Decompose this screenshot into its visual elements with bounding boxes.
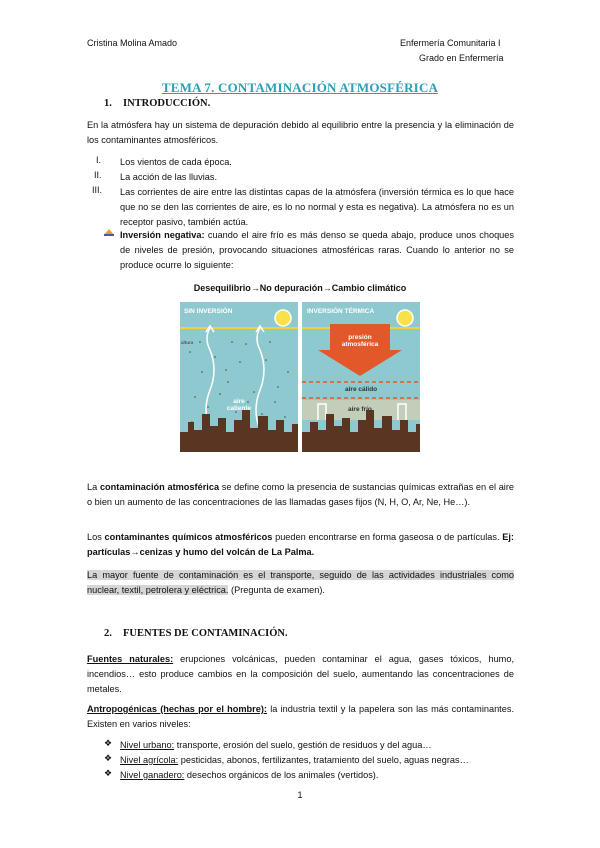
- level-label: Nivel urbano:: [120, 740, 175, 750]
- header-author: Cristina Molina Amado: [87, 38, 178, 48]
- bullet-icon: [103, 227, 115, 237]
- inversion-negativa-text: cuando el aire frío es más denso se queda abajo, produce unos choques de niveles de presión, provocando situaciones atmosféricas raras. Cuando lo anterior no se produce ocurre lo siguiente:: [120, 230, 514, 270]
- diamond-bullet-icon: ❖: [104, 753, 113, 763]
- figure-label-aire-calido: aire cálido: [345, 386, 378, 393]
- page-number: 1: [297, 790, 303, 800]
- figure-label-altura: altura: [181, 340, 194, 345]
- chain-caption: Desequilibrio→No depuración→Cambio climático: [193, 283, 407, 293]
- exam-highlight: La mayor fuente de contaminación es el transporte, seguido de las actividades industriales como nuclear, textil, petrolera y eléctrica.: [87, 570, 514, 595]
- figure-label-aire-frio: aire frío: [348, 406, 372, 413]
- list-item: Las corrientes de aire entre las distintas capas de la atmósfera (inversión térmica es lo que hace que no se den las corrientes de aire, es lo no normal y esta es negativa). La atmósfera no es un receptor pasivo, también actúa.: [120, 187, 514, 227]
- level-label: Nivel agrícola:: [120, 755, 179, 765]
- exam-paragraph: [87, 568, 514, 598]
- chemical-paragraph: [87, 530, 514, 560]
- list-num: II.: [94, 170, 102, 180]
- definition-text: se define como la presencia de sustancias químicas extrañas en el aire o bien un aumento de las concentraciones de las llamadas gases fijos (N, H, O, Ar, Ne, He…).: [87, 482, 515, 507]
- figure-label-presion: presión atmosférica: [341, 334, 379, 348]
- section2-number: 2.: [104, 628, 112, 639]
- level-text: desechos orgánicos de los animales (vertidos).: [184, 770, 379, 780]
- chemical-term: contaminantes químicos atmosféricos: [104, 532, 273, 542]
- chemical-pre: Los: [87, 532, 105, 542]
- level-item: [120, 738, 514, 753]
- level-text: transporte, erosión del suelo, gestión de residuos y del agua…: [174, 740, 432, 750]
- diamond-bullet-icon: ❖: [104, 768, 113, 778]
- inversion-negativa-label: Inversión negativa:: [120, 230, 205, 240]
- definition-paragraph: [87, 480, 514, 510]
- natural-sources-label: Fuentes naturales:: [87, 654, 174, 664]
- list-num: III.: [92, 185, 103, 195]
- level-label: Nivel ganadero:: [120, 770, 185, 780]
- figure-label-aire-caliente: aire caliente: [226, 398, 252, 412]
- definition-pre: La: [87, 482, 100, 492]
- page-title: TEMA 7. CONTAMINACIÓN ATMOSFÉRICA: [161, 80, 439, 95]
- anthropogenic-label: Antropogénicas (hechas por el hombre):: [87, 704, 267, 714]
- chemical-example: Ej: partículas→cenizas y humo del volcán de La Palma.: [87, 532, 514, 557]
- anthropogenic-text: la industria textil y la papelera son las más contaminantes. Existen en varios niveles:: [87, 704, 514, 729]
- figure-label-sin-inversion: SIN INVERSIÓN: [184, 308, 233, 315]
- list-item: La acción de las lluvias.: [120, 172, 218, 182]
- definition-term: contaminación atmosférica: [99, 482, 220, 492]
- section2-heading: FUENTES DE CONTAMINACIÓN.: [123, 628, 288, 639]
- level-text: pesticidas, abonos, fertilizantes, tratamiento del suelo, aguas negras…: [178, 755, 469, 765]
- inversion-negativa-paragraph: [120, 228, 514, 273]
- header-course: Enfermería Comunitaria I: [400, 38, 501, 48]
- level-item: [120, 753, 514, 768]
- level-item: [120, 768, 514, 783]
- list-item: Los vientos de cada época.: [120, 157, 232, 167]
- section1-heading: INTRODUCCIÓN.: [123, 98, 211, 109]
- natural-sources-paragraph: [87, 652, 514, 697]
- section1-number: 1.: [104, 98, 112, 109]
- header-degree: Grado en Enfermería: [419, 53, 504, 63]
- diamond-bullet-icon: ❖: [104, 738, 113, 748]
- exam-note: (Pregunta de examen).: [228, 585, 325, 595]
- figure-label-inversion-termica: INVERSIÓN TÉRMICA: [307, 308, 375, 315]
- list-num: I.: [96, 155, 102, 165]
- natural-sources-text: erupciones volcánicas, pueden contaminar el agua, gases tóxicos, humo, incendios… esto produce cambios en la composición del suelo, aumentando las concentraciones de metales.: [87, 654, 514, 694]
- intro-paragraph: En la atmósfera hay un sistema de depuración debido al equilibrio entre la presencia y la eliminación de los contaminantes atmosféricos.: [87, 120, 514, 145]
- anthropogenic-paragraph: [87, 702, 514, 732]
- inversion-figure: [180, 302, 420, 452]
- chemical-text: pueden encontrarse en forma gaseosa o de partículas.: [272, 532, 503, 542]
